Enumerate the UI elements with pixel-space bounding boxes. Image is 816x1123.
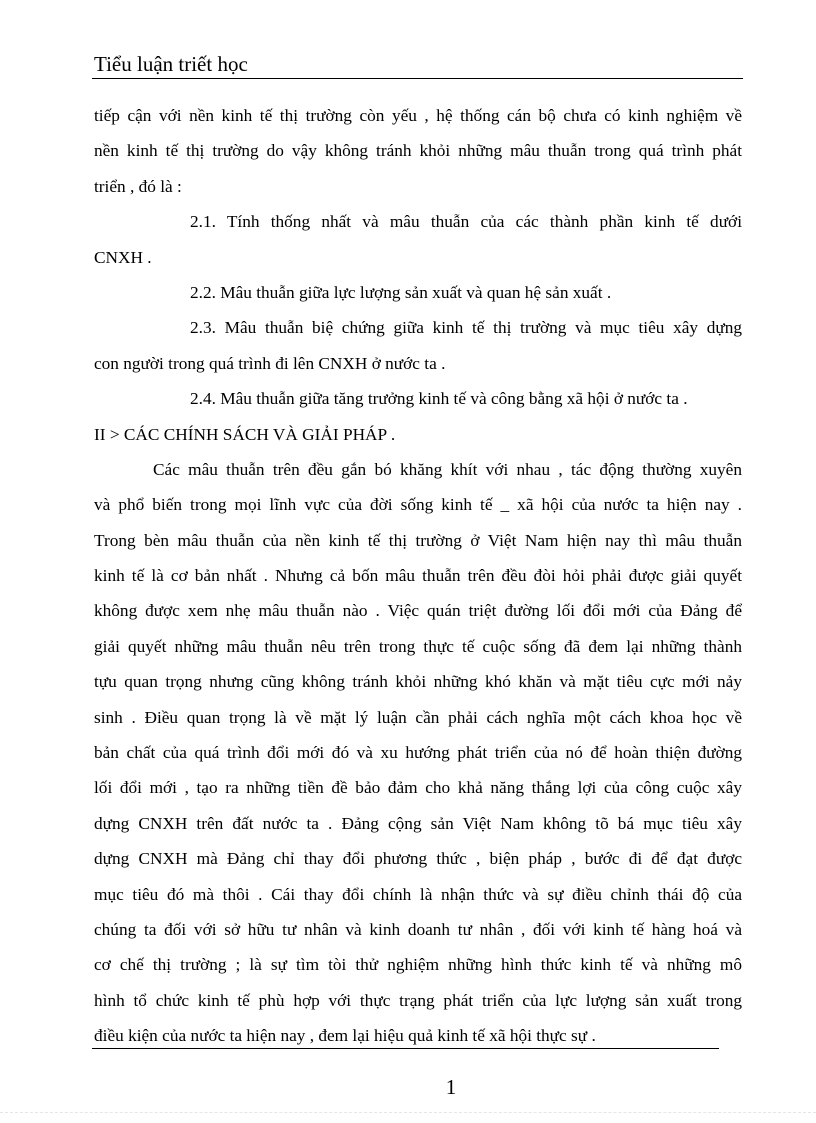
footer-divider [92,1048,719,1049]
text-line: triển , đó là : [94,176,182,196]
text-line: sinh . Điều quan trọng là về mặt lý luận cần phải cách nghĩa một cách khoa học về [94,707,742,727]
section-item-2-4: 2.4. Mâu thuẫn giữa tăng trưởng kinh tế và công bằng xã hội ở nước ta . [190,389,688,409]
text-line: tiếp cận với nền kinh tế thị trường còn yếu , hệ thống cán bộ chưa có kinh nghiệm về [94,106,742,125]
section-item-2-3: 2.3. Mâu thuẫn biệ chứng giữa kinh tế thị trường và mục tiêu xây dựng [190,318,742,338]
text-line: dựng CNXH mà Đảng chỉ thay đổi phương thức , biện pháp , bước đi để đạt được [94,849,742,869]
text-line: Các mâu thuẫn trên đều gắn bó khăng khít với nhau , tác động thường xuyên [153,459,742,479]
section-item-2-1: 2.1. Tính thống nhất và mâu thuẫn của các thành phần kinh tế dưới [190,212,742,232]
text-line: và phổ biến trong mọi lĩnh vực của đời sống kinh tế _ xã hội của nước ta hiện nay . [94,495,742,515]
page-edge-divider [0,1112,816,1113]
text-line: tựu quan trọng nhưng cũng không tránh khỏi những khó khăn và mặt tiêu cực mới nảy [94,672,742,692]
page-header-title: Tiểu luận triết học [94,52,248,76]
text-line: mục tiêu đó mà thôi . Cái thay đổi chính là nhận thức và sự điều chỉnh thái độ của [94,884,742,904]
text-line: hình tổ chức kinh tế phù hợp với thực trạng phát triển của lực lượng sản xuất trong [94,990,742,1010]
section-heading: II > CÁC CHÍNH SÁCH VÀ GIẢI PHÁP . [94,424,396,444]
text-line: không được xem nhẹ mâu thuẫn nào . Việc quán triệt đường lối đổi mới của Đảng để [94,601,742,621]
text-line: CNXH . [94,247,152,267]
header-divider [92,78,743,79]
text-line: lối đổi mới , tạo ra những tiền đề bảo đảm cho khả năng thắng lợi của công cuộc xây [94,778,742,798]
document-body [94,98,742,1054]
text-line: kinh tế là cơ bản nhất . Nhưng cả bốn mâu thuẫn trên đều đòi hỏi phải được giải quyết [94,566,742,586]
text-line: dựng CNXH trên đất nước ta . Đảng cộng sản Việt Nam không tõ bá mục tiêu xây [94,813,742,833]
text-line: cơ chế thị trường ; là sự tìm tòi thử nghiệm những hình thức kinh tế và những mô [94,955,742,975]
text-line: giải quyết những mâu thuẫn nêu trên trong thực tế cuộc sống đã đem lại những thành [94,636,742,656]
text-line: nền kinh tế thị trường do vậy không tránh khỏi những mâu thuẫn trong quá trình phát [94,141,742,161]
page-number: 1 [445,1075,457,1099]
text-line: con người trong quá trình đi lên CNXH ở nước ta . [94,353,446,373]
text-line: bản chất của quá trình đổi mới đó và xu hướng phát triển của nó để hoàn thiện đường [94,743,742,763]
text-line: điều kiện của nước ta hiện nay , đem lại hiệu quả kinh tế xã hội thực sự . [94,1026,596,1046]
text-line: Trong bèn mâu thuẫn của nền kinh tế thị trường ở Việt Nam hiện nay thì mâu thuẫn [94,530,742,550]
text-line: chúng ta đối với sở hữu tư nhân và kinh doanh tư nhân , đối với kinh tế hàng hoá và [94,919,742,939]
section-item-2-2: 2.2. Mâu thuẫn giữa lực lượng sản xuất và quan hệ sản xuất . [190,282,612,302]
